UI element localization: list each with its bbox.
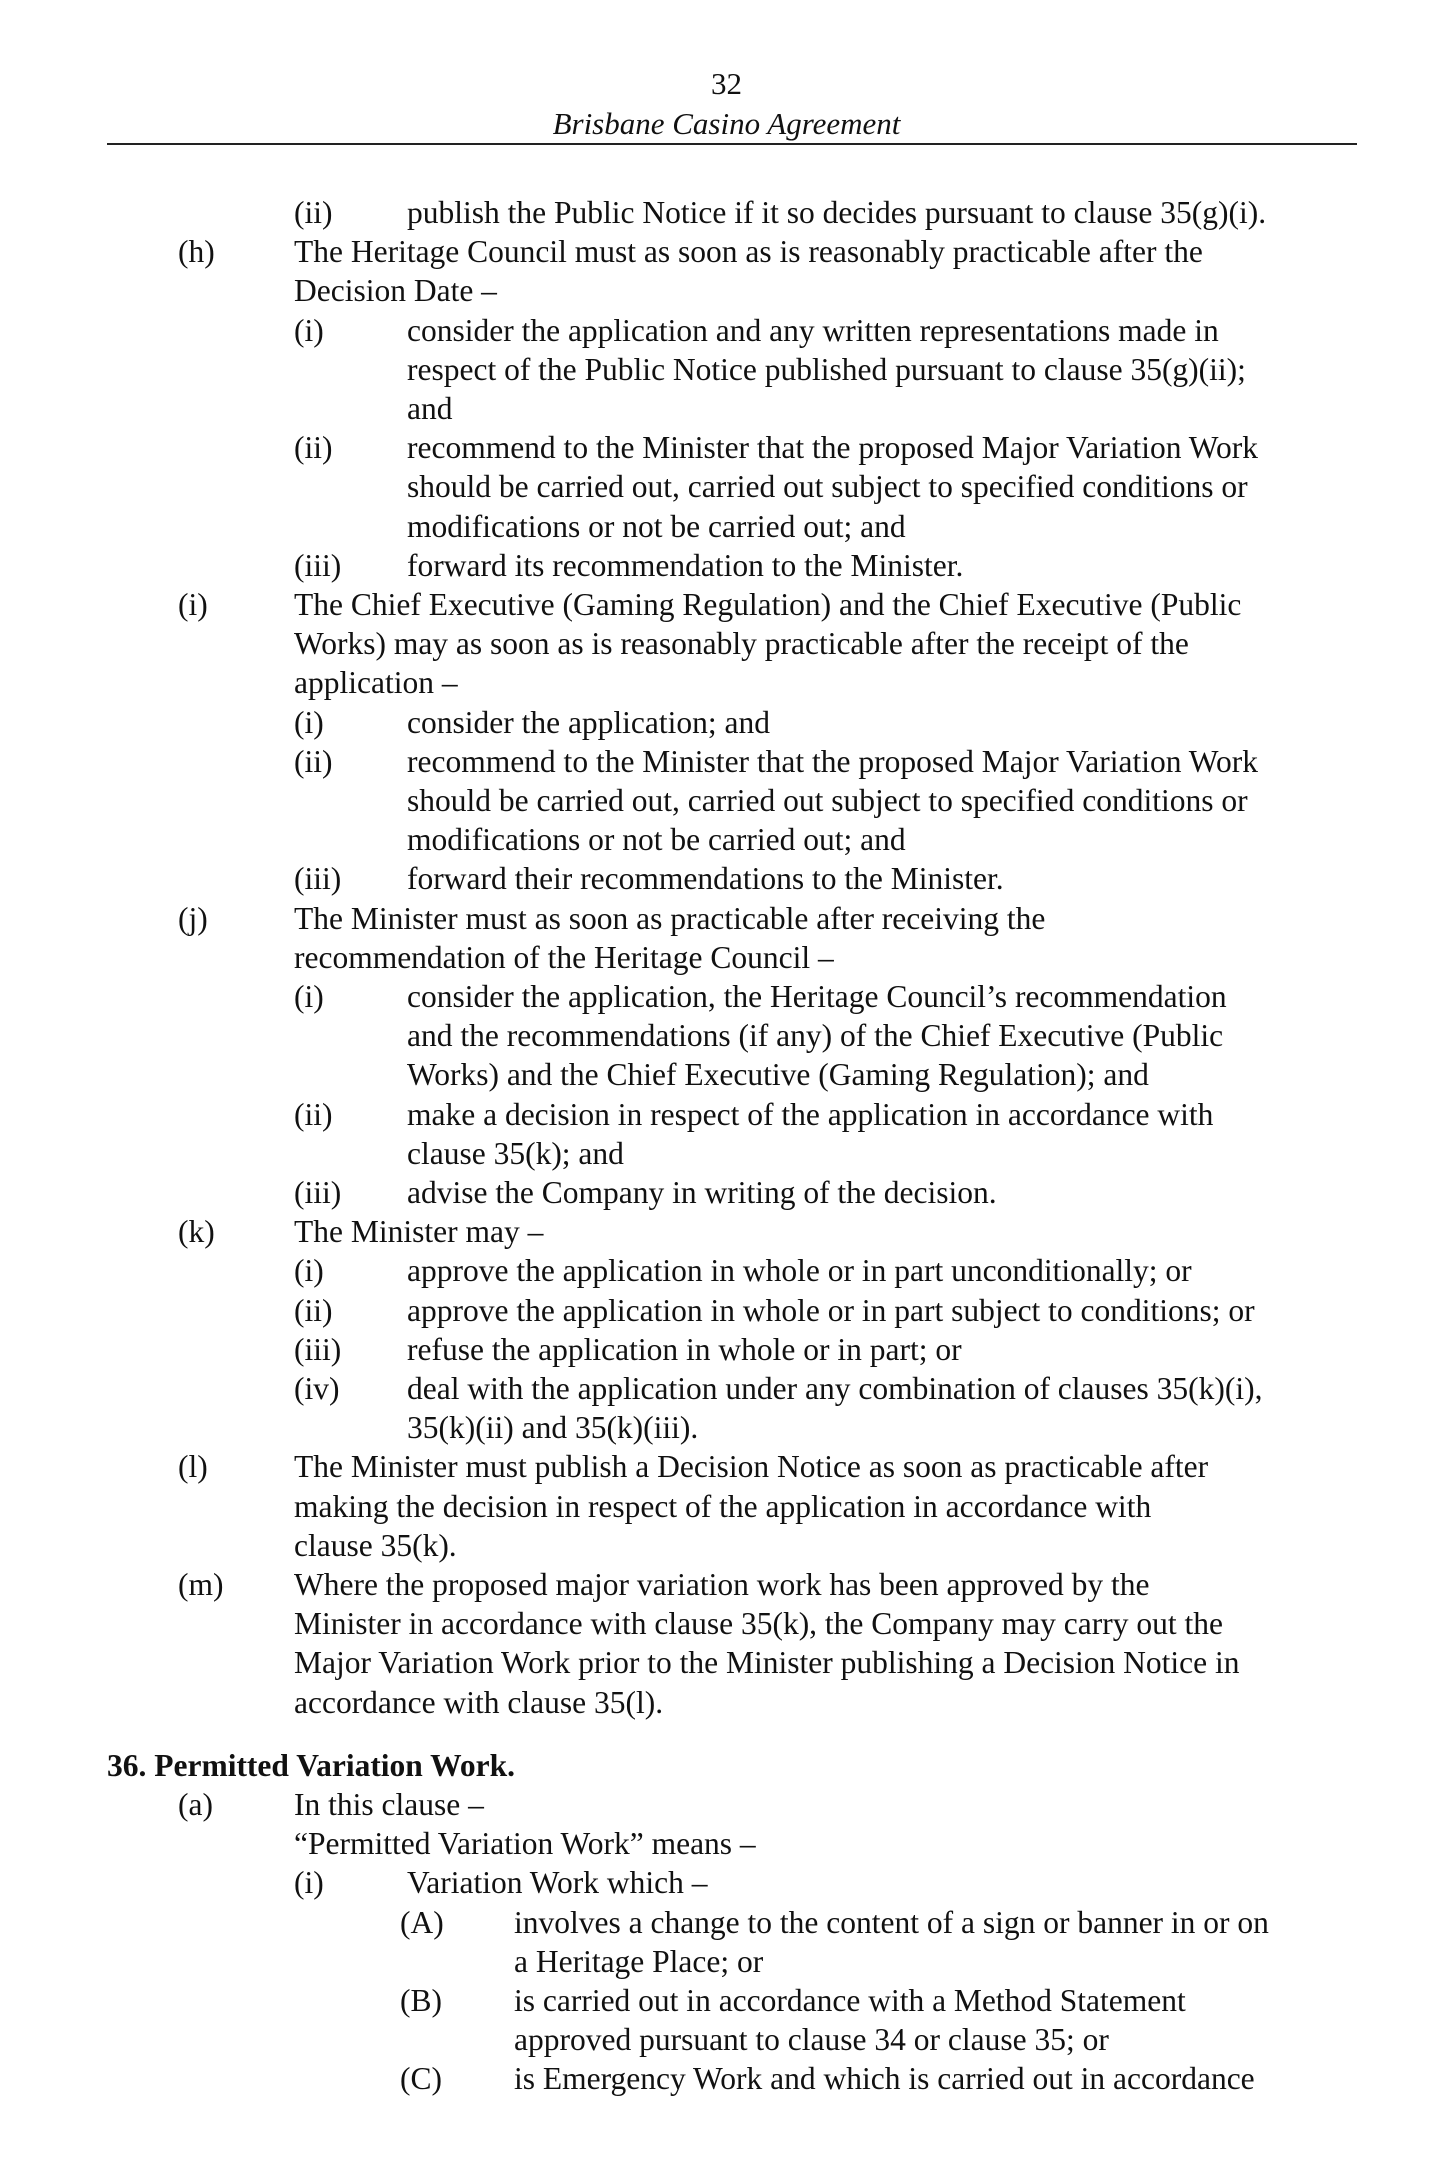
item-text: “Permitted Variation Work” means – — [294, 1826, 756, 1862]
item-text: recommendation of the Heritage Council – — [294, 939, 834, 975]
item-text: The Minister must publish a Decision Notice as soon as practicable after — [294, 1449, 1209, 1485]
item-label: (i) — [178, 587, 208, 622]
item-text: consider the application; and — [407, 704, 771, 740]
item-label: (ii) — [294, 195, 333, 230]
item-text: and — [407, 391, 453, 426]
item-text: Where the proposed major variation work has been approved by the — [294, 1567, 1150, 1602]
item-text: should be carried out, carried out subject to specified conditions or — [407, 469, 1248, 505]
item-label: (iii) — [294, 1175, 342, 1210]
item-text: recommend to the Minister that the proposed Major Variation Work — [407, 743, 1258, 779]
item-text: is carried out in accordance with a Method Statement — [514, 1983, 1186, 2018]
item-text: consider the application and any written representations made in — [407, 312, 1219, 348]
item-text: Variation Work which – — [407, 1865, 708, 1901]
item-text: approve the application in whole or in part unconditionally; or — [407, 1253, 1192, 1289]
item-text: 35(k)(ii) and 35(k)(iii). — [407, 1410, 699, 1446]
item-text: Major Variation Work prior to the Minister publishing a Decision Notice in — [294, 1645, 1240, 1681]
item-text: approve the application in whole or in part subject to conditions; or — [407, 1292, 1255, 1328]
item-label: (iii) — [294, 861, 342, 897]
item-label: (i) — [294, 1865, 324, 1901]
item-text: a Heritage Place; or — [514, 1943, 764, 1979]
item-label: (i) — [294, 979, 324, 1014]
item-text: clause 35(k); and — [407, 1135, 624, 1171]
item-text: should be carried out, carried out subject to specified conditions or — [407, 783, 1248, 818]
item-text: advise the Company in writing of the decision. — [407, 1175, 997, 1210]
item-label: (l) — [178, 1449, 208, 1485]
item-label: (iii) — [294, 547, 342, 583]
item-label: (h) — [178, 234, 215, 270]
item-text: In this clause – — [294, 1787, 484, 1822]
item-label: (ii) — [294, 430, 333, 466]
item-label: (C) — [400, 2061, 442, 2097]
item-label: (ii) — [294, 1292, 333, 1328]
item-text: and the recommendations (if any) of the Chief Executive (Public — [407, 1018, 1224, 1054]
item-text: respect of the Public Notice published pursuant to clause 35(g)(ii); — [407, 351, 1246, 387]
item-label: (ii) — [294, 743, 333, 779]
item-label: (j) — [178, 900, 208, 936]
item-label: (i) — [294, 312, 324, 348]
item-label: (a) — [178, 1787, 213, 1822]
item-label: (i) — [294, 704, 324, 740]
item-label: (k) — [178, 1214, 215, 1250]
item-label: (iii) — [294, 1331, 342, 1367]
item-text: consider the application, the Heritage Council’s recommendation — [407, 979, 1227, 1014]
item-text: modifications or not be carried out; and — [407, 822, 906, 858]
item-text: involves a change to the content of a sign or banner in or on — [514, 1904, 1269, 1940]
item-text: Decision Date – — [294, 273, 497, 309]
item-text: approved pursuant to clause 34 or clause 35; or — [514, 2022, 1109, 2058]
item-text: publish the Public Notice if it so decides pursuant to clause 35(g)(i). — [407, 195, 1267, 230]
item-text: make a decision in respect of the application in accordance with — [407, 1096, 1214, 1132]
item-text: deal with the application under any combination of clauses 35(k)(i), — [407, 1371, 1263, 1406]
item-text: is Emergency Work and which is carried out in accordance — [514, 2061, 1255, 2097]
item-label: (ii) — [294, 1096, 333, 1132]
item-text: The Minister must as soon as practicable after receiving the — [294, 900, 1046, 936]
item-text: Works) and the Chief Executive (Gaming Regulation); and — [407, 1057, 1149, 1093]
item-label: (m) — [178, 1567, 224, 1602]
item-label: (B) — [400, 1983, 442, 2018]
item-text: clause 35(k). — [294, 1527, 457, 1563]
item-text: modifications or not be carried out; and — [407, 508, 906, 544]
item-text: The Heritage Council must as soon as is reasonably practicable after the — [294, 234, 1203, 270]
item-text: Works) may as soon as is reasonably practicable after the receipt of the — [294, 626, 1189, 662]
item-text: application – — [294, 665, 458, 701]
running-header-title: Brisbane Casino Agreement — [552, 106, 901, 141]
item-text: The Chief Executive (Gaming Regulation) and the Chief Executive (Public — [294, 587, 1242, 622]
item-label: (iv) — [294, 1371, 340, 1406]
item-text: The Minister may – — [294, 1214, 544, 1250]
item-text: refuse the application in whole or in part; or — [407, 1331, 962, 1367]
page-number: 32 — [711, 66, 742, 101]
header-rule — [107, 143, 1357, 145]
item-text: forward its recommendation to the Minister. — [407, 547, 964, 583]
item-text: recommend to the Minister that the proposed Major Variation Work — [407, 430, 1258, 466]
item-text: forward their recommendations to the Minister. — [407, 861, 1004, 897]
section-heading: 36. Permitted Variation Work. — [107, 1747, 516, 1783]
item-label: (A) — [400, 1904, 444, 1940]
item-text: Minister in accordance with clause 35(k), the Company may carry out the — [294, 1606, 1223, 1642]
item-label: (i) — [294, 1253, 324, 1289]
item-text: making the decision in respect of the application in accordance with — [294, 1488, 1152, 1524]
item-text: accordance with clause 35(l). — [294, 1684, 664, 1720]
